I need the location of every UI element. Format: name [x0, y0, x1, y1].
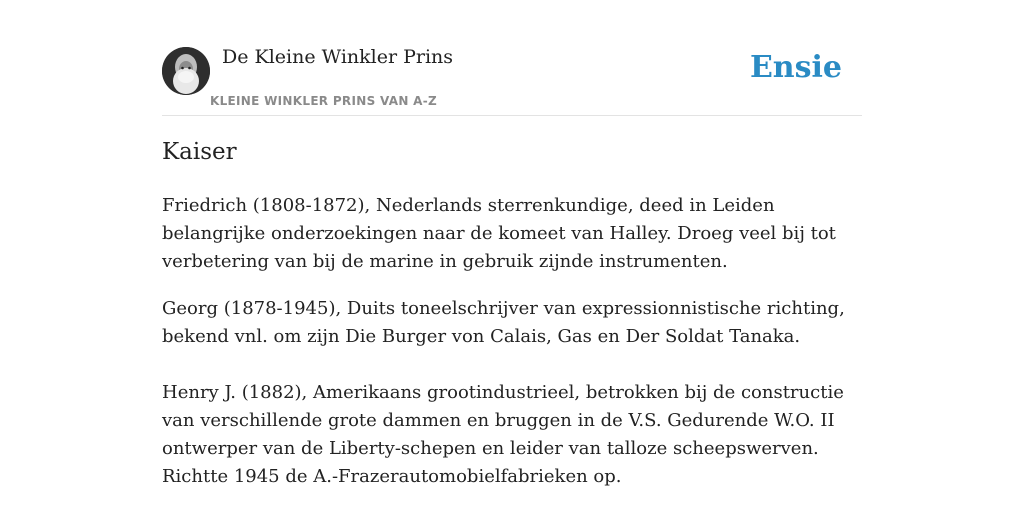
header — [162, 0, 862, 116]
source-subtitle[interactable]: KLEINE WINKLER PRINS VAN A-Z — [210, 94, 438, 108]
avatar[interactable] — [162, 47, 210, 95]
entry-title: Kaiser — [162, 139, 237, 165]
entry-paragraph: Georg (1878-1945), Duits toneelschrijver van expressionnistische richting, bekend vnl. om zijn Die Burger von Calais, Gas en Der Soldat Tanaka. — [162, 298, 845, 347]
author-name[interactable]: De Kleine Winkler Prins — [222, 46, 454, 68]
brand-logo[interactable]: Ensie — [749, 50, 842, 85]
entry-paragraph: Friedrich (1808-1872), Nederlands sterrenkundige, deed in Leiden belangrijke onderzoekingen naar de komeet van Halley. Droeg veel bij tot verbetering van bij de marine in gebruik zijnde instrumenten. — [162, 195, 836, 272]
bearded-man-portrait-icon — [162, 47, 210, 95]
entry-paragraph: Henry J. (1882), Amerikaans grootindustrieel, betrokken bij de constructie van verschillende grote dammen en bruggen in de V.S. Gedurende W.O. II ontwerper van de Liberty-schepen en leider van talloze scheepswerven. Richtte 1945 de A.-Frazerautomobielfabrieken op. — [162, 382, 844, 487]
